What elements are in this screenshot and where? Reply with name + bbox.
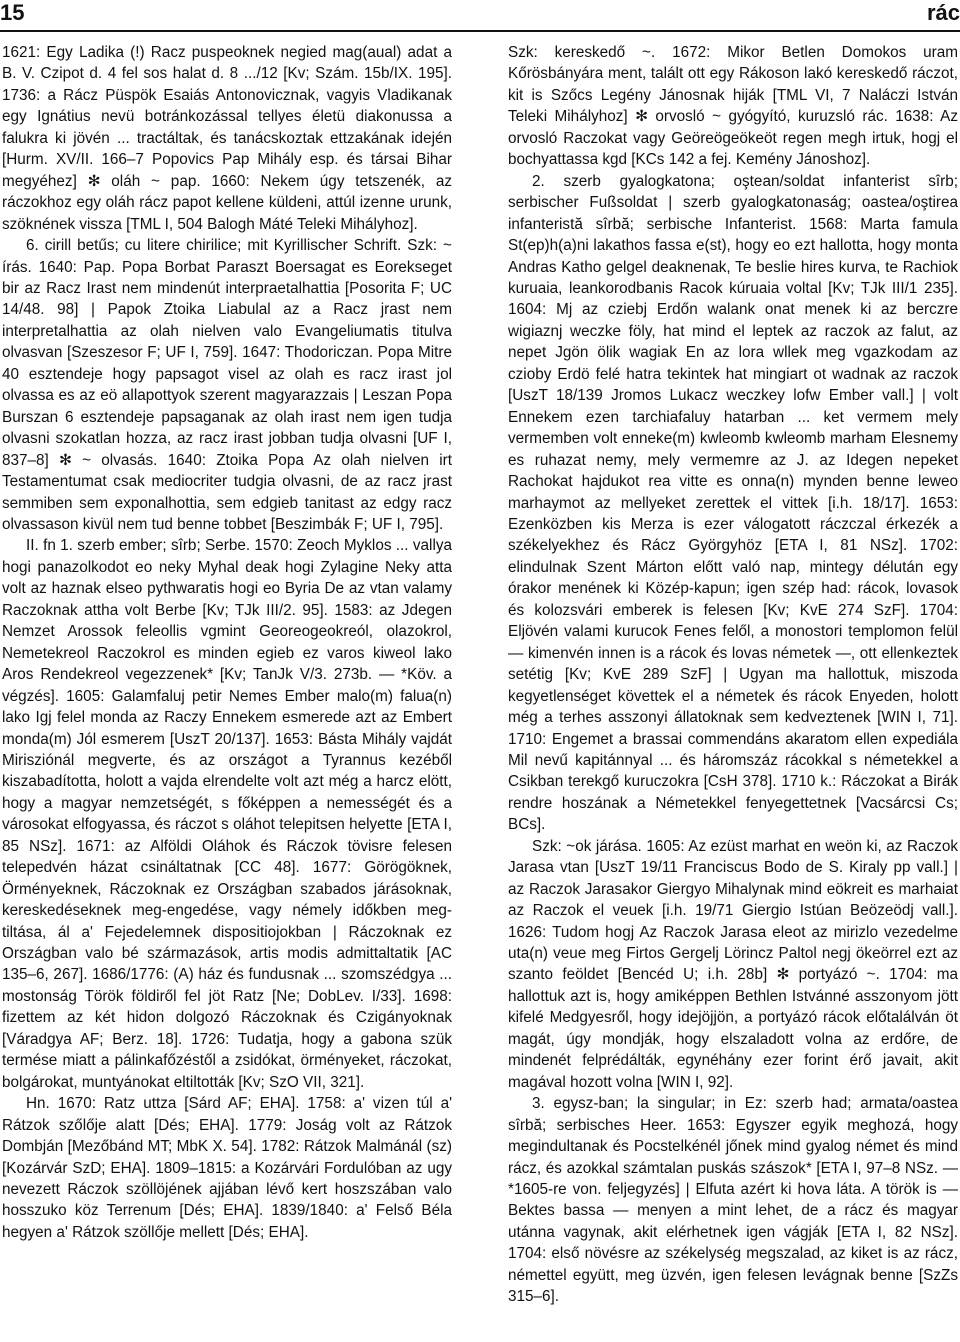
page-number: 15 xyxy=(0,0,25,25)
right-column xyxy=(508,42,958,1338)
left-column xyxy=(2,42,452,1338)
page-header xyxy=(0,0,960,30)
entry-paragraph: 6. cirill betűs; cu litere chirilice; mit Kyrillischer Schrift. Szk: ~ írás. 1640: Pap. Popa Borbat Paraszt Boersagat es Eorekseget bir az Racz Irast nem mindenút interpraetalhattia [Posorita F; UC 14/48. 98] | Papok Ztoika Liabulal az a Racz jrast nem interpretalhattia az olah nielven valo Evangeliumatis titulva olvasvan [Szeszesor F; UF I, 759]. 1647: Thodoriczan. Popa Mitre 40 esztendeje hogy papsagot visel az olah es racz irast jol olvassa es az eö allapottyok szerent magyarazzais | Leszan Popa Burszan 6 esztendeje papsaganak az olah irast nem igen tudja olvasni szokatlan hozza, az racz irast jobban tudja olvasni [UF I, 837–8] ✻ ~ olvasás. 1640: Ztoika Popa Az olah nielven irt Testamentumat csak mediocriter tudgia olvasni, de az racz jrast semmiben sem exponalhottia, sem edgieb tanitast az edgy racz olvassason kivül nem tud benne tobbet [Beszimbák F; UF I, 795]. xyxy=(2,237,452,533)
entry-paragraph: 2. szerb gyalogkatona; oştean/soldat infanterist sîrb; serbischer Fußsoldat | szerb gyalogkatonaság; oastea/oştirea infanteristă sîrbă; serbische Infanterist. 1568: Marta famula St(ep)h(a)ni lakathos fassa e(st), hogy eo ezt hallotta, hogy monta Andras Katho gelgel deaknenak, Te beslie hires kurva, te Rachiok kuruaia, leankorodbanis Racok kúruaia voltal [Kv; TJk III/1 235]. 1604: Mj az cziebj Erdőn walank onat menek ki az berczre wigiaznj weczke föly, hat mind el leptek az raczok az falut, az nepet Jgön ölik wagiak En az lora wllek meg vgazkodam az czioby Erdö felé hatra tekintek hat mingiart ot wadnak az raczok [UszT 18/139 Jromos Lukacz weczkey lofw Ember vall.] | volt Ennekem ezen tarchiafaluy hatarban ... ket vermem mely vermemben volt enneke(m) kwleomb kwleomb marham Elesnemy es ruhazat nemy, mely vermemre az J. az Idegen nepeket Rachokat hajdukot rea vitte es onna(n) mynden benne leweo marhaymot az mellyeket zerettek el vittek [i.h. 18/17]. 1653: Ezenközben kis Merza is ezer válogatott ráczczal érkezék a székelyekhez és Rácz Györgyhöz [ETA I, 81 NSz]. 1702: elindulnak Szent Márton előtt való nap, mintegy délután egy órakor menének ki Közép-kapun; igen szép had: rácok, lovasok és kolozsvári emberek is felesen [Kv; KvE 274 SzF]. 1704: Eljövén valami kurucok Fenes felől, a monostori templomon felül — kimenvén innen is a rácok és lovas németek —, ott ellenkeztek setétig [Kv; KvE 289 SzF] | Ugyan ma hallottuk, miszoda kegyetlenséget követtek el a németek és rácok Enyeden, holott még a terhes asszonyi állatoknak sem kedveztenek [WIN I, 71]. 1710: Engemet a brassai commendáns akaratom ellen expediála Mil nevű kapitánnyal ... és háromszáz rácokkal s németekkel a Csikban terekgő kuruczokra [CsH 378]. 1710 k.: Ráczokat a Birák rendre hoszának a Németekkel fenyegettetnek [Vacsárcsi Cs; BCs]. xyxy=(508,172,958,834)
running-headword: rác xyxy=(926,0,960,25)
header-rule xyxy=(0,30,960,32)
entry-paragraph: II. fn 1. szerb ember; sîrb; Serbe. 1570: Zeoch Myklos ... vallya hogi panazolkodot eo neky Myhal deak hogi Zylagine Neky atta volt az haznak elseo pythwaratis hogi eo Byria De az vtan valamy Raczoknak attha volt Berbe [Kv; TJk III/2. 95]. 1583: az Jdegen Nemzet Arossok feleollis vgmint Georeogeokreól, olazokrol, Nemetekreol Raczokrol es minden egieb ez varos kiweol lako Aros Rendekreol vegezzenek* [Kv; TanJk V/3. 273b. — *Köv. a végzés]. 1605: Galamfaluj petir Nemes Ember malo(m) falua(n) lako Igj felel monda az Raczy Ennekem esmerede azt az Embert monda(m) Jól esmerem [UszT 20/137]. 1653: Básta Mihály vajdát Mirisziónál megverte, és az országot a Tyrannus kezéből kiszabadította, holott a vajda elrendelte volt azt még a harcz elött, hogy a magyar nemzetségét, s főképpen a nemességét és a városokat elfogyassa, és ráczot s oláhot telepitsen helyette [ETA I, 85 NSz]. 1671: az Alföldi Oláhok és Ráczok tövisre felesen telepedvén házat csináltatnak [CC 48]. 1677: Görögöknek, Örményeknek, Ráczoknak ez Országban szabados járásoknak, kereskedéseknek meg-engedése, vagy némely időkben meg-tiltása, ál a' Fejedelemnek dispositiojokban | Ráczoknak ez Országban valo bé származások, artis modis admittaltatik [AC 135–6, 267]. 1686/1776: (A) ház és fundusnak ... szomszédgya ... mostonság Török földiről fel jöt Ratz [Ne; DobLev. I/33]. 1698: fizettem az két hidon dolgozó Ráczoknak és Czigányoknak [Váradgya AF; Berz. 18]. 1726: Tudatja, hogy a gabona szük termése miatt a pálinkafőzéstől a zsidókat, örményeket, ráczokat, bolgárokat, muntyánokat eltiltották [Kv; SzO VII, 321]. xyxy=(2,537,452,1091)
entry-paragraph: 1621: Egy Ladika (!) Racz puspeoknek negied mag(aual) adat a B. V. Czipot d. 4 fel sos halat d. 8 .../12 [Kv; Szám. 15b/IX. 195]. 1736: a Rácz Püspök Esaiás Antonovicznak, vagyis Vladikanak egy Ignátius nevü botránkozással tellyes életü diakonussa a falukra ki jövén ... tractáltak, és tanácskoztak ettzakának idején [Hurm. XV/II. 166–7 Popovics Pap Mihály esp. és társai Bihar megyéhez] ✻ oláh ~ pap. 1660: Nekem úgy tetszenék, az ráczokhoz egy oláh rácz papot kellene küldeni, attúl izenne urunk, szöknének vissza [TML I, 504 Balogh Máté Teleki Mihályhoz]. xyxy=(2,44,452,233)
entry-paragraph: Szk: ~ok járása. 1605: Az ezüst marhat en weön ki, az Raczok Jarasa vtan [UszT 19/11 Franciscus Bodo de S. Kiraly pp vall.] | az Raczok Jarasakor Giergyo Mihalynak mind eökreit es marhaiat az Raczok el veuek [i.h. 19/71 Giergio Istúan Beözeödj vall.]. 1626: Tudom hogj Az Raczok Jarasa eleot az mirizlo vezedelme uta(n) veue meg Firtos Gergelj Lörincz Paltol negj ökeörrel ezt az szanto feöldet [Bencéd U; i.h. 28b] ✻ portyázó ~. 1704: ma hallottuk azt is, hogy amiképpen Bethlen Istvánné asszonyom jött kifelé Medgyesről, hogy idejöjjön, a portyázó rácok előtalálván öt magát, úgy mondják, hogy elszaladott volna az erdőre, de mindenét felprédálták, egynéhány ezer forint érő javait, akit magával hozott volna [WIN I, 92]. xyxy=(508,837,958,1091)
entry-paragraph: Szk: kereskedő ~. 1672: Mikor Betlen Domokos uram Kőrösbányára ment, talált ott egy Rákoson lakó kereskedő ráczot, kit is Szőcs Legény Jánosnak hiják [TML VI, 7 Naláczi István Teleki Mihályhoz] ✻ orvosló ~ gyógyító, kuruzsló rác. 1638: Az orvosló Raczokat vagy Geöreögeökeöt regen megh irtuk, hogj el bochyattassa kgd [KCs 142 a fej. Kemény Jánoshoz]. xyxy=(508,44,958,169)
entry-paragraph: Hn. 1670: Ratz uttza [Sárd AF; EHA]. 1758: a' vizen túl a' Rátzok szőlője alatt [Dés; EHA]. 1779: Joság volt az Rátzok Dombján [Mezőbánd MT; MbK X. 54]. 1782: Rátzok Malmánál (sz) [Kozárvár SzD; EHA]. 1809–1815: a Kozárvári Fordulóban az ugy nevezett Ráczok szöllöjének ajjában lévő kert hoszszában valo hosszuko köz Terrenum [Dés; EHA]. 1839/1840: a' Felső Béla hegyen a' Rátzok szöllője mellett [Dés; EHA]. xyxy=(2,1095,452,1241)
entry-paragraph: 3. egysz-ban; la singular; in Ez: szerb had; armata/oastea sîrbă; serbisches Heer. 1653: Egyszer egyik meghozá, hogy megindultanak és Pocstelkénél jőnek mind gyalog német és mind rácz, és azokkal számtalan puskás szászok* [ETA I, 97–8 NSz. — *1605-re von. feljegyzés] | Elfuta azért ki hova láta. A török is — Bektes bassa — menyen a mint lehet, de a rácz és magyar utánna vagynak, akit elérhetnek igen vágják [ETA I, 82 NSz]. 1704: első növésre az székelység megszalad, az kiket is az rácz, némettel együtt, meg üzvén, igen felesen levágnak benne [SzZs 315–6]. xyxy=(508,1095,958,1306)
